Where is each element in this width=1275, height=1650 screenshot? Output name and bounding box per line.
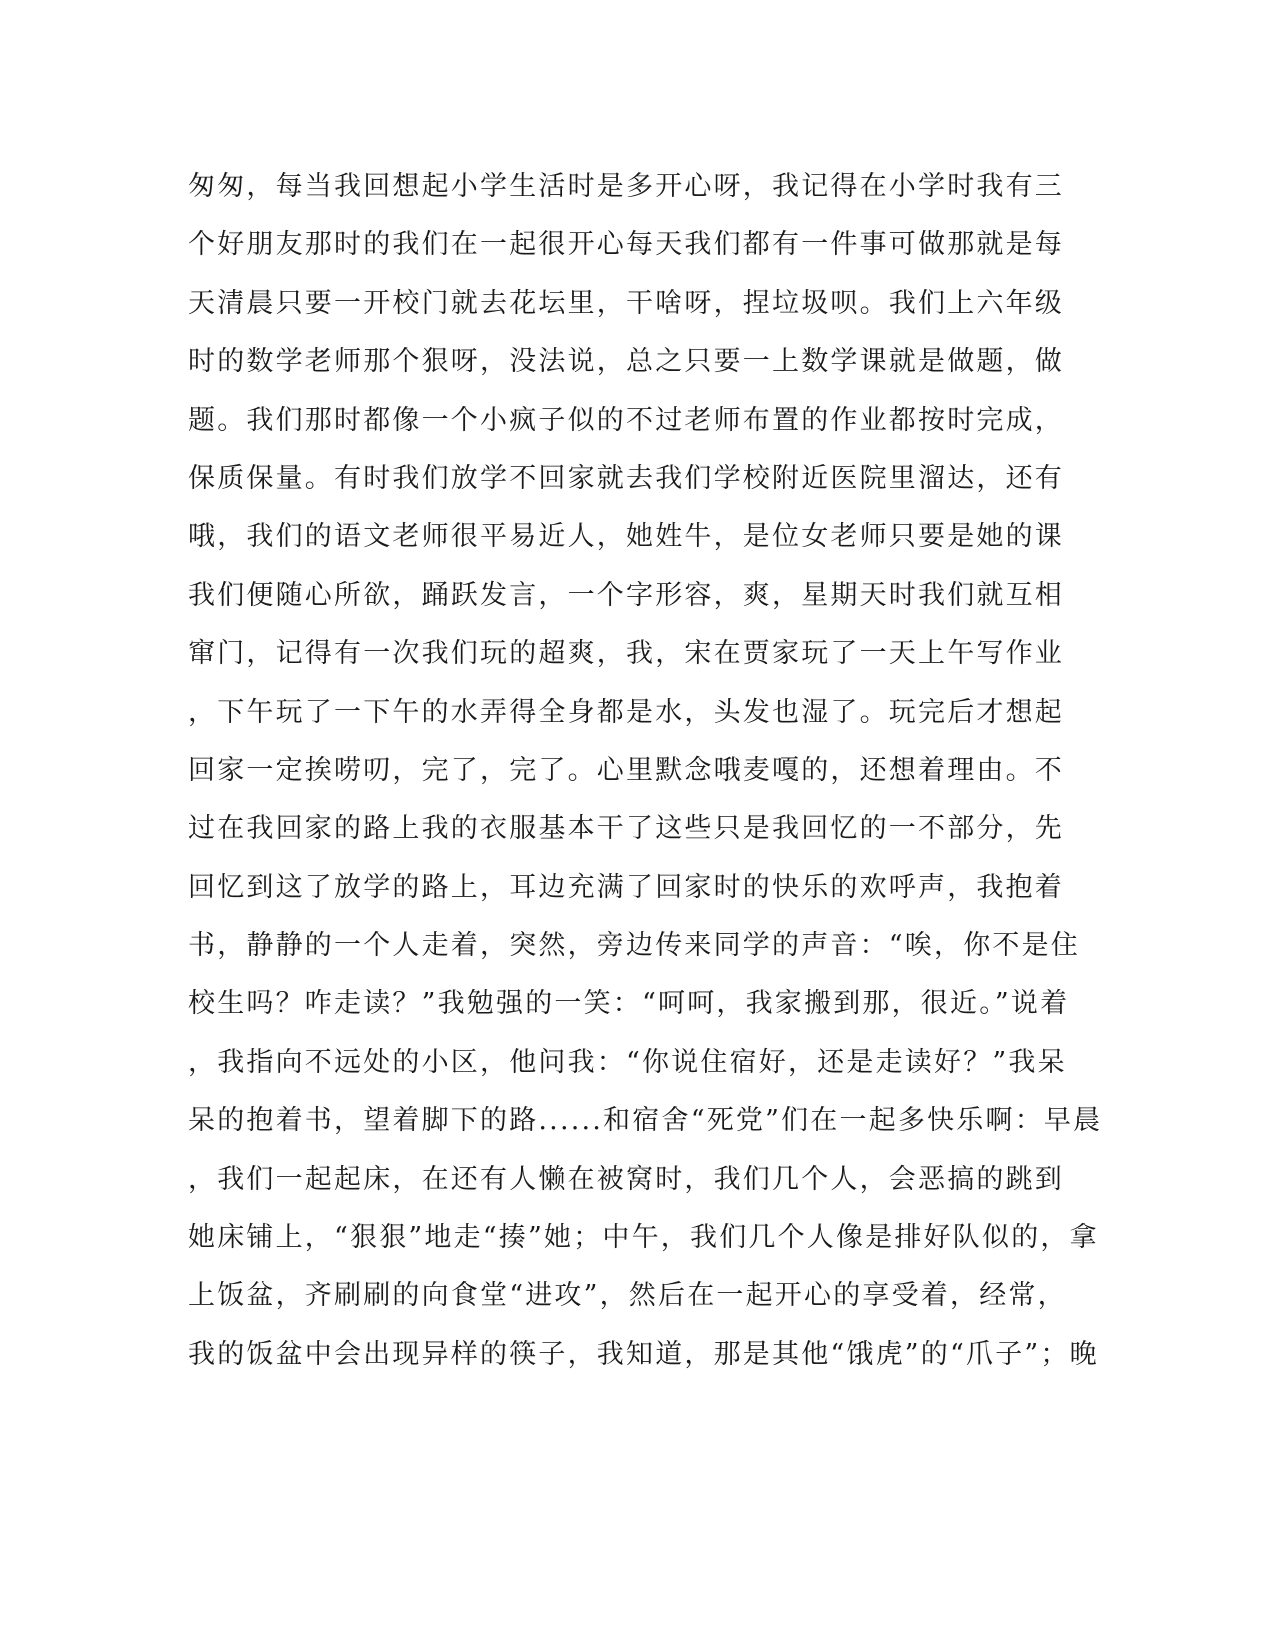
text-line: 呆的抱着书，望着脚下的路......和宿舍“死党”们在一起多快乐啊：早晨 bbox=[188, 1105, 1103, 1137]
text-line: 窜门，记得有一次我们玩的超爽，我，宋在贾家玩了一天上午写作业 bbox=[188, 638, 1064, 670]
text-line: 我们便随心所欲，踊跃发言，一个字形容，爽，星期天时我们就互相 bbox=[188, 579, 1064, 611]
text-line: ，下午玩了一下午的水弄得全身都是水，头发也湿了。玩完后才想起 bbox=[188, 696, 1064, 728]
text-line: 回家一定挨唠叨，完了，完了。心里默念哦麦嘎的，还想着理由。不 bbox=[188, 754, 1064, 786]
text-line: ，我们一起起床，在还有人懒在被窝时，我们几个人，会恶搞的跳到 bbox=[188, 1163, 1064, 1195]
text-line: ，我指向不远处的小区，他问我：“你说住宿好，还是走读好？”我呆 bbox=[188, 1046, 1067, 1078]
text-line: 书，静静的一个人走着，突然，旁边传来同学的声音：“唉，你不是住 bbox=[188, 930, 1081, 962]
text-line: 我的饭盆中会出现异样的筷子，我知道，那是其他“饿虎”的“爪子”；晚 bbox=[188, 1338, 1099, 1370]
text-line: 哦，我们的语文老师很平易近人，她姓牛，是位女老师只要是她的课 bbox=[188, 521, 1064, 553]
text-line: 保质保量。有时我们放学不回家就去我们学校附近医院里溜达，还有 bbox=[188, 462, 1064, 494]
text-line: 题。我们那时都像一个小疯子似的不过老师布置的作业都按时完成， bbox=[188, 404, 1064, 436]
text-line: 回忆到这了放学的路上，耳边充满了回家时的快乐的欢呼声，我抱着 bbox=[188, 871, 1064, 903]
text-line: 她床铺上，“狠狠”地走“揍”她；中午，我们几个人像是排好队似的，拿 bbox=[188, 1222, 1099, 1254]
text-line: 时的数学老师那个狠呀，没法说，总之只要一上数学课就是做题，做 bbox=[188, 346, 1064, 378]
text-line: 校生吗？咋走读？”我勉强的一笑：“呵呵，我家搬到那，很近。”说着 bbox=[188, 988, 1070, 1020]
text-line: 上饭盆，齐刷刷的向食堂“进攻”，然后在一起开心的享受着，经常， bbox=[188, 1280, 1067, 1312]
text-line: 个好朋友那时的我们在一起很开心每天我们都有一件事可做那就是每 bbox=[188, 229, 1064, 261]
text-line: 过在我回家的路上我的衣服基本干了这些只是我回忆的一不部分，先 bbox=[188, 813, 1064, 845]
body-text bbox=[188, 158, 1103, 1384]
text-line: 匆匆，每当我回想起小学生活时是多开心呀，我记得在小学时我有三 bbox=[188, 171, 1064, 202]
text-line: 天清晨只要一开校门就去花坛里，干啥呀，捏垃圾呗。我们上六年级 bbox=[188, 287, 1064, 319]
